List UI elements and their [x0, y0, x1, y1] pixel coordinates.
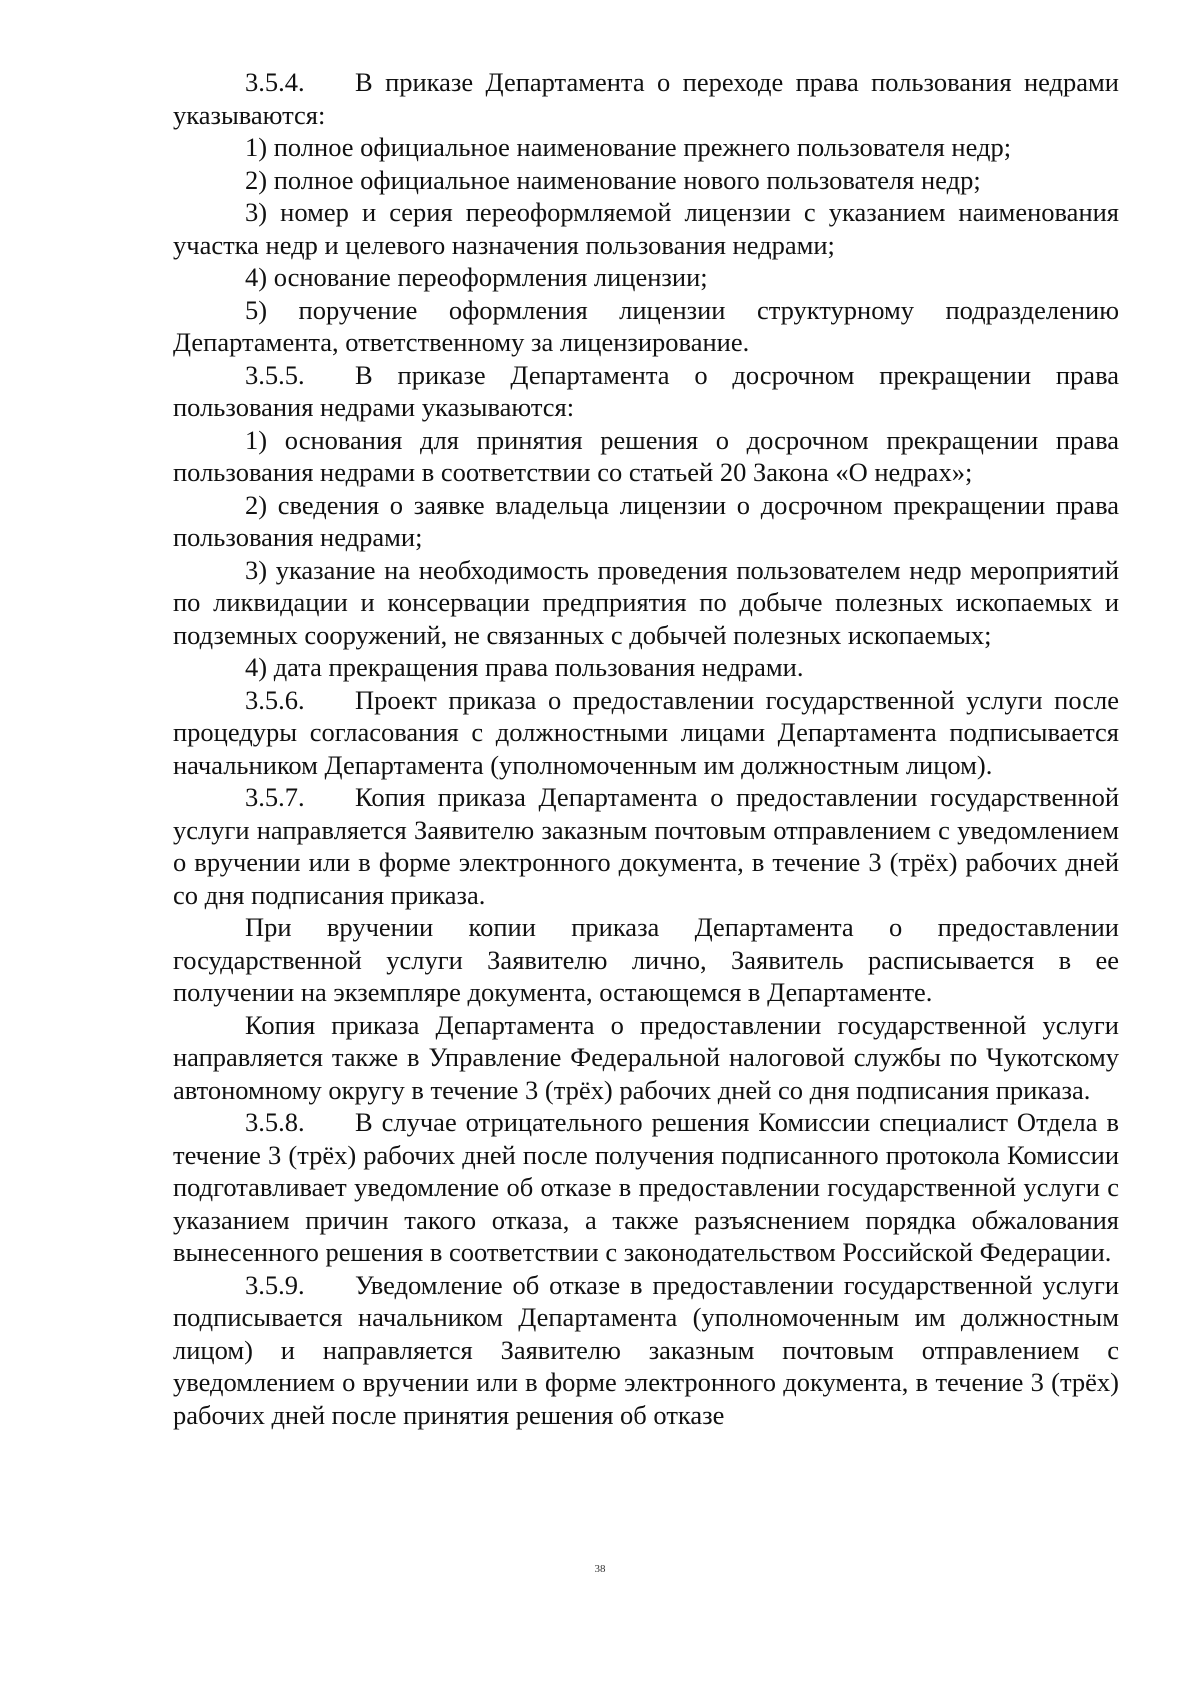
- paragraph-text: 2) сведения о заявке владельца лицензии о досрочном прекращении права пользования недрами;: [173, 489, 1119, 552]
- paragraph-text: В приказе Департамента о досрочном прекращении права пользования недрами указываются:: [173, 359, 1119, 422]
- paragraph-text: В приказе Департамента о переходе права пользования недрами указываются:: [173, 67, 1119, 130]
- paragraph-text: 3) указание на необходимость проведения пользователем недр мероприятий по ликвидации и консервации предприятия по добыче полезных ископаемых и подземных сооружений, не связанных с добычей полезных ископаемых;: [173, 554, 1119, 650]
- clause-number: 3.5.7.: [245, 782, 305, 812]
- clause-number: 3.5.5.: [245, 359, 305, 390]
- clause-number: 3.5.9.: [245, 1269, 305, 1300]
- page-number: 38: [594, 1563, 606, 1575]
- list-item: [173, 131, 1119, 164]
- list-item: [173, 261, 1119, 294]
- paragraph-3-5-6: [173, 684, 1119, 782]
- list-item: [173, 294, 1119, 359]
- paragraph-text: 4) дата прекращения права пользования недрами.: [245, 652, 804, 682]
- list-item: [173, 164, 1119, 197]
- list-item: [173, 424, 1119, 489]
- paragraph-3-5-7: [173, 781, 1119, 911]
- paragraph-text: В случае отрицательного решения Комиссии специалист Отдела в течение 3 (трёх) рабочих дней после получения подписанного протокола Комиссии подготавливает уведомление об отказе в предоставлении государственной услуги с указанием причин такого отказа, а также разъяснением порядка обжалования вынесенного решения в соответствии с законодательством Российской Федерации.: [173, 1107, 1119, 1267]
- paragraph-text: Копия приказа Департамента о предоставлении государственной услуги направляется Заявителю заказным почтовым отправлением с уведомлением о вручении или в форме электронного документа, в течение 3 (трёх) рабочих дней со дня подписания приказа.: [173, 782, 1119, 910]
- paragraph-text: 4) основание переоформления лицензии;: [245, 262, 708, 292]
- clause-number: 3.5.8.: [245, 1107, 305, 1137]
- paragraph-text: Уведомление об отказе в предоставлении государственной услуги подписывается начальником Департамента (уполномоченным им должностным лицом) и направляется Заявителю заказным почтовым отправлением с уведомлением о вручении или в форме электронного документа, в течение 3 (трёх) рабочих дней после принятия решения об отказе: [173, 1269, 1119, 1430]
- paragraph-text: 1) полное официальное наименование прежнего пользователя недр;: [245, 132, 1012, 162]
- document-body: [173, 66, 1119, 1431]
- paragraph-text: 2) полное официальное наименование нового пользователя недр;: [245, 164, 981, 195]
- paragraph-3-5-5: [173, 359, 1119, 424]
- list-item: [173, 554, 1119, 652]
- clause-number: 3.5.6.: [245, 684, 305, 715]
- list-item: [173, 651, 1119, 684]
- paragraph-text: 1) основания для принятия решения о досрочном прекращении права пользования недрами в соответствии со статьей 20 Закона «О недрах»;: [173, 424, 1119, 487]
- paragraph-3-5-4: [173, 66, 1119, 131]
- paragraph-text: 5) поручение оформления лицензии структурному подразделению Департамента, ответственному за лицензирование.: [173, 294, 1119, 357]
- list-item: [173, 489, 1119, 554]
- list-item: [173, 196, 1119, 261]
- paragraph-3-5-8: [173, 1106, 1119, 1269]
- paragraph-text: При вручении копии приказа Департамента о предоставлении государственной услуги Заявителю лично, Заявитель расписывается в ее получении на экземпляре документа, остающемся в Департаменте.: [173, 912, 1119, 1007]
- paragraph-text: 3) номер и серия переоформляемой лицензии с указанием наименования участка недр и целевого назначения пользования недрами;: [173, 197, 1119, 260]
- paragraph-text: Проект приказа о предоставлении государственной услуги после процедуры согласования с должностными лицами Департамента подписывается начальником Департамента (уполномоченным им должностным лицом).: [173, 684, 1119, 780]
- paragraph-3-5-9: [173, 1269, 1119, 1432]
- clause-number: 3.5.4.: [245, 67, 305, 97]
- paragraph: [173, 1009, 1119, 1107]
- paragraph-text: Копия приказа Департамента о предоставлении государственной услуги направляется также в Управление Федеральной налоговой службы по Чукотскому автономному округу в течение 3 (трёх) рабочих дней со дня подписания приказа.: [173, 1009, 1119, 1105]
- paragraph: [173, 911, 1119, 1009]
